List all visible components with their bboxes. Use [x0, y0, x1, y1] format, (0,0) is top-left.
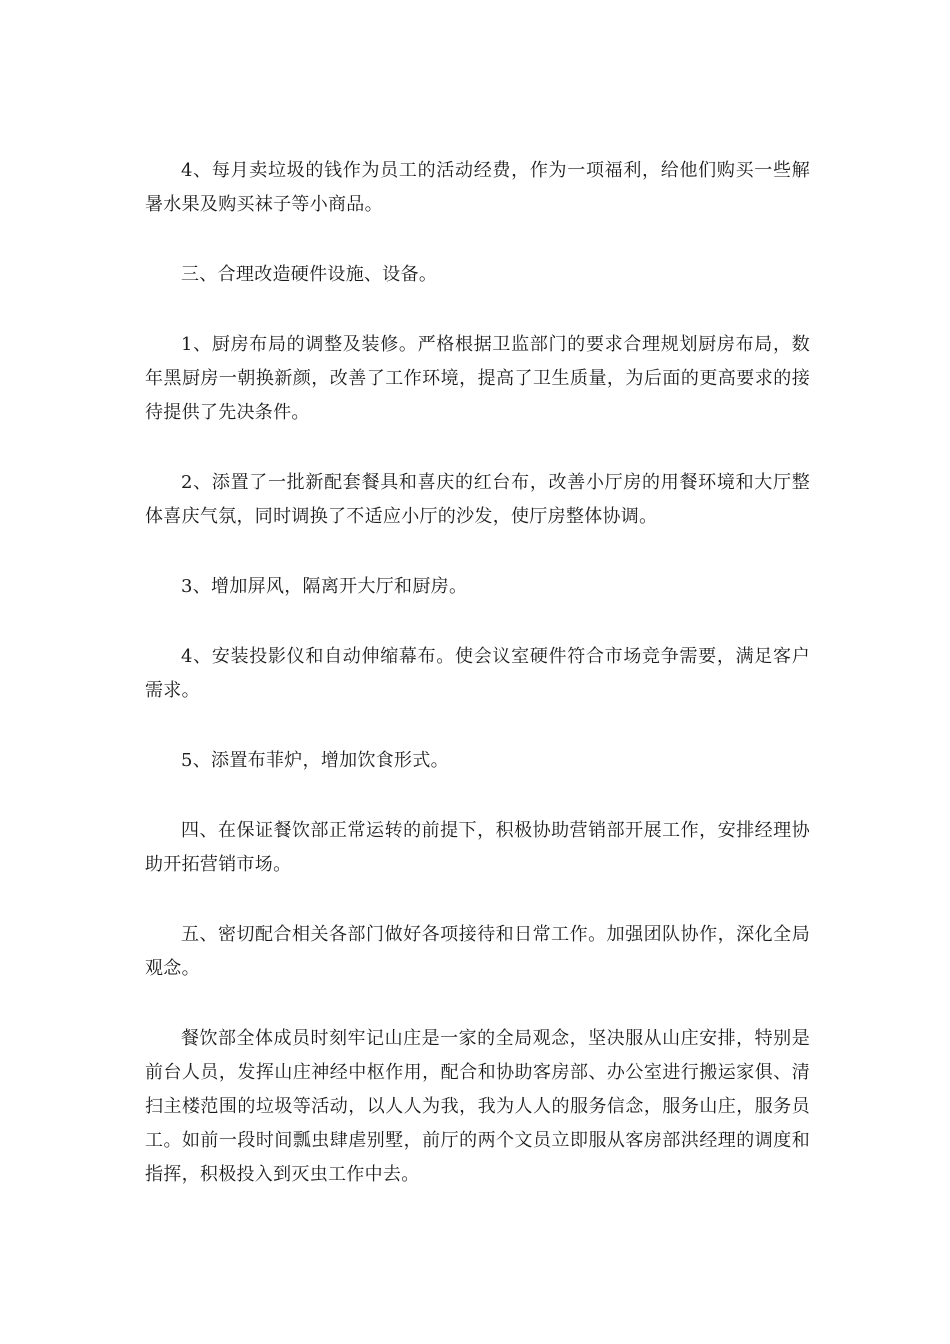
paragraph-item-1-kitchen: 1、厨房布局的调整及装修。严格根据卫监部门的要求合理规划厨房布局，数年黑厨房一朝换新颜，改善了工作环境，提高了卫生质量，为后面的更高要求的接待提供了先决条件。 — [145, 334, 810, 423]
paragraph-item-2-tableware: 2、添置了一批新配套餐具和喜庆的红台布，改善小厅房的用餐环境和大厅整体喜庆气氛，同时调换了不适应小厅的沙发，使厅房整体协调。 — [145, 472, 810, 527]
paragraph-item-4-funds: 4、每月卖垃圾的钱作为员工的活动经费，作为一项福利，给他们购买一些解暑水果及购买袜子等小商品。 — [145, 160, 810, 215]
section-heading-4: 四、在保证餐饮部正常运转的前提下，积极协助营销部开展工作，安排经理协助开拓营销市场。 — [145, 820, 810, 875]
paragraph-item-3-screen: 3、增加屏风，隔离开大厅和厨房。 — [181, 576, 468, 597]
document-body — [145, 154, 810, 1228]
paragraph-item-4-projector: 4、安装投影仪和自动伸缩幕布。使会议室硬件符合市场竞争需要，满足客户需求。 — [145, 646, 810, 701]
section-heading-5: 五、密切配合相关各部门做好各项接待和日常工作。加强团队协作，深化全局观念。 — [145, 924, 810, 979]
section-heading-3: 三、合理改造硬件设施、设备。 — [181, 264, 438, 285]
paragraph-item-5-buffet: 5、添置布菲炉，增加饮食形式。 — [181, 750, 449, 771]
paragraph-teamwork: 餐饮部全体成员时刻牢记山庄是一家的全局观念，坚决服从山庄安排，特别是前台人员，发挥山庄神经中枢作用，配合和协助客房部、办公室进行搬运家俱、清扫主楼范围的垃圾等活动，以人人为我，我为人人的服务信念，服务山庄，服务员工。如前一段时间瓢虫肆虐别墅，前厅的两个文员立即服从客房部洪经理的调度和指挥，积极投入到灭虫工作中去。 — [145, 1028, 810, 1185]
